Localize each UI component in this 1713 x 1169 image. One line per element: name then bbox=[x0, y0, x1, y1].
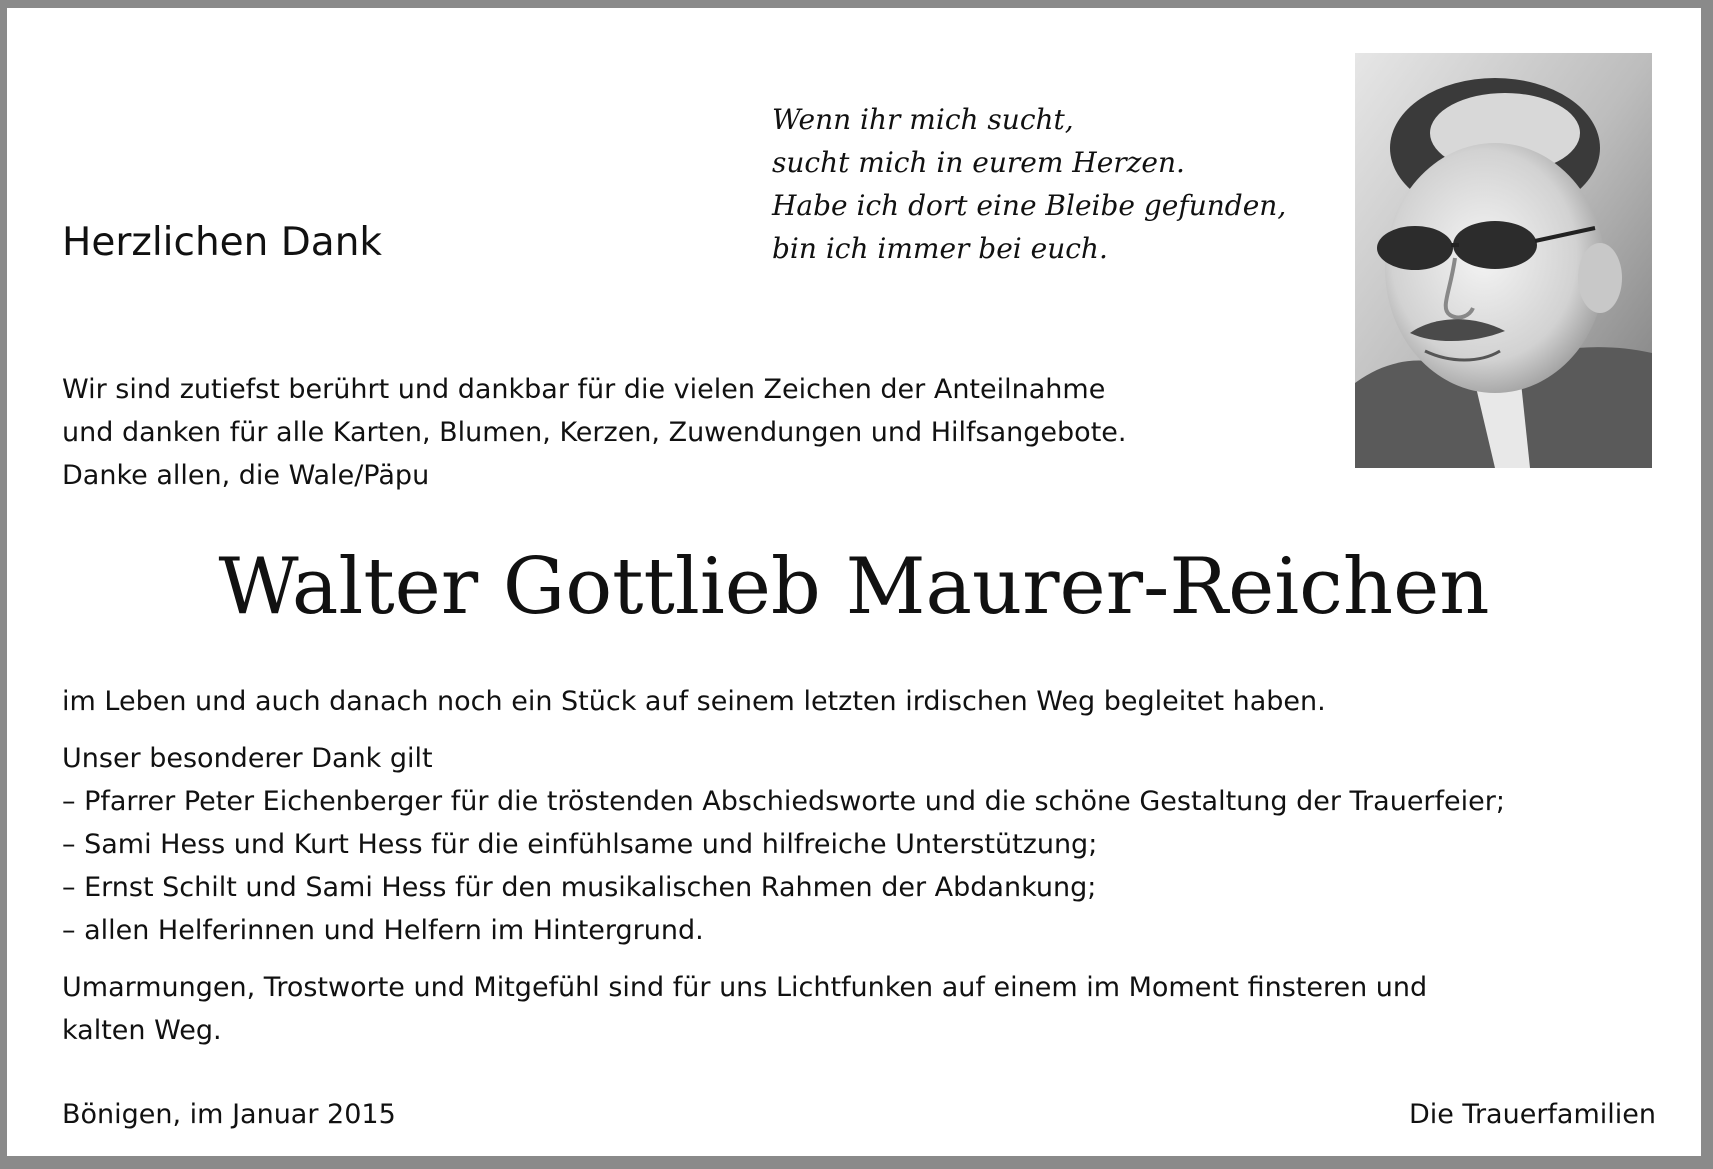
poem-line: Habe ich dort eine Bleibe gefunden, bbox=[772, 189, 1287, 222]
thanks-item: – Sami Hess und Kurt Hess für die einfühlsame und hilfreiche Unterstützung; bbox=[62, 829, 1098, 860]
body-text bbox=[62, 680, 1505, 1052]
after-name-line: im Leben und auch danach noch ein Stück auf seinem letzten irdischen Weg begleitet haben. bbox=[62, 686, 1326, 717]
thanks-item: – Pfarrer Peter Eichenberger für die tröstenden Abschiedsworte und die schöne Gestaltung der Trauerfeier; bbox=[62, 786, 1505, 817]
thanks-intro: Unser besonderer Dank gilt bbox=[62, 743, 433, 774]
poem-line: Wenn ihr mich sucht, bbox=[772, 103, 1074, 136]
intro-line: Danke allen, die Wale/Päpu bbox=[62, 460, 430, 491]
place-date: Bönigen, im Januar 2015 bbox=[62, 1099, 396, 1130]
intro-line: und danken für alle Karten, Blumen, Kerzen, Zuwendungen und Hilfsangebote. bbox=[62, 417, 1127, 448]
signature: Die Trauerfamilien bbox=[1408, 1099, 1656, 1130]
deceased-name: Walter Gottlieb Maurer-Reichen bbox=[218, 542, 1490, 632]
intro-line: Wir sind zutiefst berührt und dankbar für die vielen Zeichen der Anteilnahme bbox=[62, 374, 1106, 405]
thanks-item: – Ernst Schilt und Sami Hess für den musikalischen Rahmen der Abdankung; bbox=[62, 872, 1097, 903]
intro-paragraph bbox=[62, 368, 1126, 497]
thanks-item: – allen Helferinnen und Helfern im Hintergrund. bbox=[62, 915, 704, 946]
heading: Herzlichen Dank bbox=[62, 220, 382, 265]
notice-card bbox=[7, 8, 1701, 1156]
poem bbox=[772, 98, 1286, 270]
poem-line: bin ich immer bei euch. bbox=[772, 232, 1108, 265]
closing-paragraph-line: kalten Weg. bbox=[62, 1015, 222, 1046]
poem-line: sucht mich in eurem Herzen. bbox=[772, 146, 1185, 179]
portrait-photo bbox=[1355, 53, 1652, 468]
portrait-image bbox=[1355, 53, 1652, 468]
closing-paragraph-line: Umarmungen, Trostworte und Mitgefühl sind für uns Lichtfunken auf einem im Moment finsteren und bbox=[62, 972, 1428, 1003]
